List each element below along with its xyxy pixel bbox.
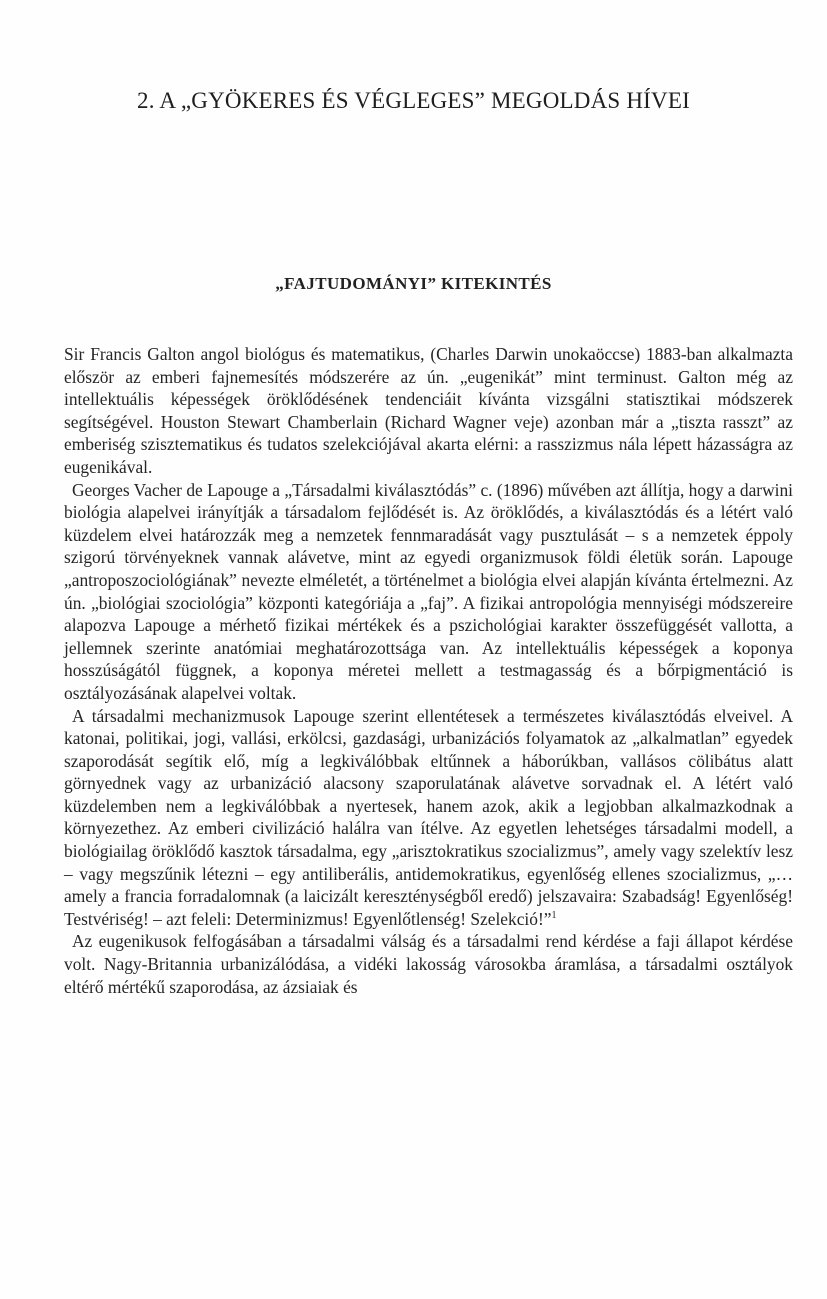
paragraph-lapouge: Georges Vacher de Lapouge a „Társadalmi kiválasztódás” c. (1896) művében azt állítja, hogy a darwini biológia alapelvei irányítják a társadalom fejlődését is. Az öröklődés, a kiválasztódás és a létért való küzdelem elvei határozzák meg a nemzetek fennmaradását vagy pusztulását – s a nemzetek éppoly szigorú törvényeknek vannak alávetve, mint az egyedi organizmusok földi életük során. Lapouge „antroposzociológiának” nevezte elméletét, a történelmet a biológia elvei alapján kívánta értelmezni. Az ún. „biológiai szociológia” központi kategóriája a „faj”. A fizikai antropológia mennyiségi módszereire alapozva Lapouge a mérhető fizikai mértékek és a pszichológiai karakter összefüggését vallotta, a jellemnek szerinte anatómiai meghatározottsága van. Az intellektuális képességek a koponya hosszúságától függnek, a koponya méretei mellett a testmagasság és a bőrpigmentáció is osztályozásának alapelvei voltak. [64, 479, 793, 703]
paragraph-mechanisms [64, 705, 793, 931]
section-title: „FAJTUDOMÁNYI” KITEKINTÉS [275, 274, 552, 293]
paragraph-eugenics: Az eugenikusok felfogásában a társadalmi válság és a társadalmi rend kérdése a faji állapot kérdése volt. Nagy-Britannia urbanizálódása, a vidéki lakosság városokba áramlása, a társadalmi osztályok eltérő mértékű szaporodása, az ázsiaiak és [64, 931, 793, 997]
footnote-marker[interactable]: 1 [551, 910, 557, 922]
chapter-title: 2. A „GYÖKERES ÉS VÉGLEGES” MEGOLDÁS HÍVEI [137, 88, 690, 113]
paragraph-mechanisms-text: A társadalmi mechanizmusok Lapouge szerint ellentétesek a természetes kiválasztódás elveivel. A katonai, politikai, jogi, vallási, erkölcsi, gazdasági, urbanizációs folyamatok az „alkalmatlan” egyedek szaporodását segítik elő, míg a legkiválóbbak eltűnnek a háborúkban, vallásos cölibátus alatt görnyednek vagy az urbanizáció alacsony szaporulatának alávetve sorvadnak el. A létért való küzdelemben nem a legkiválóbbak a nyertesek, hanem azok, akik a legjobban alkalmazkodnak a környezethez. Az emberi civilizáció halálra van ítélve. Az egyetlen lehetséges társadalmi modell, a biológiailag öröklődő kasztok társadalma, egy „arisztokratikus szocializmus”, amely vagy szelektív lesz – vagy megszűnik létezni – egy antiliberális, antidemokratikus, egyenlőség ellenes szocializmus, „…amely a francia forradalomnak (a laicizált kereszténységből eredő) jelszavaira: Szabadság! Egyenlőség! Testvériség! – azt feleli: Determinizmus! Egyenlőtlenség! Szelekció!” [64, 705, 793, 929]
body-text [64, 343, 793, 998]
paragraph-galton: Sir Francis Galton angol biológus és matematikus, (Charles Darwin unokaöccse) 1883-ban alkalmazta először az emberi fajnemesítés módszerére az ún. „eugenikát” mint terminust. Galton még az intellektuális képességek öröklődésének tendenciáit kívánta vizsgálni statisztikai módszerek segítségével. Houston Stewart Chamberlain (Richard Wagner veje) azonban már a „tiszta rasszt” az emberiség szisztematikus és tudatos szelekciójával akarta elérni: a rasszizmus nála lépett házasságra az eugenikával. [64, 344, 793, 477]
